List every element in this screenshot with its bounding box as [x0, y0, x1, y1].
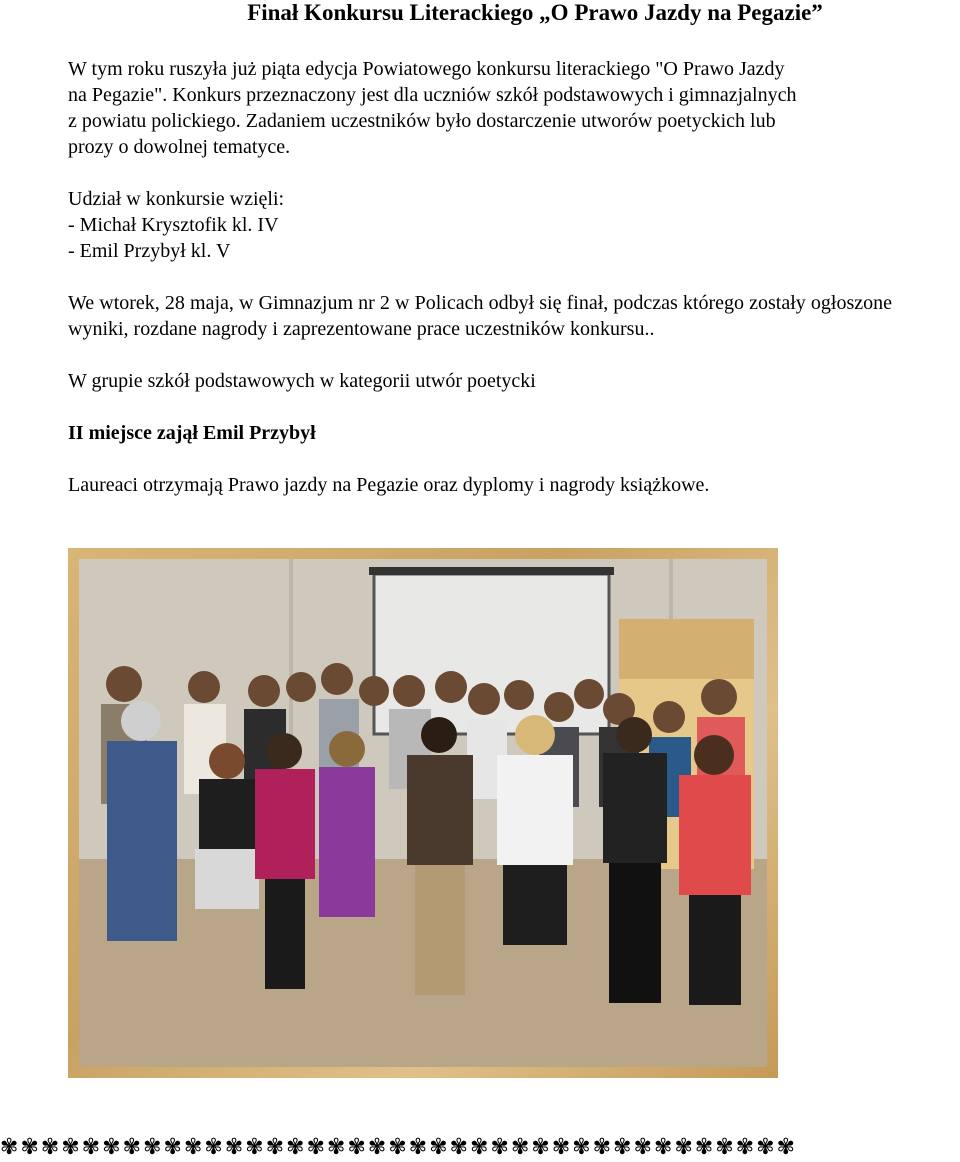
border-ornament-icon: ✾ [510, 1135, 532, 1160]
border-ornament-icon: ✾ [429, 1135, 450, 1160]
person-head [121, 701, 161, 741]
border-ornament-icon: ✾ [265, 1135, 287, 1160]
border-ornament-icon: ✾ [163, 1135, 184, 1160]
spacer [68, 446, 892, 472]
person-legs [609, 863, 661, 1003]
border-ornament-icon: ✾ [531, 1135, 552, 1160]
border-ornament-icon: ✾ [61, 1135, 82, 1160]
border-ornament-icon: ✾ [143, 1135, 164, 1160]
person-head [701, 679, 737, 715]
person-skirt [503, 865, 567, 945]
person-body [497, 755, 573, 865]
border-ornament-icon: ✾ [470, 1135, 491, 1160]
category-line: W grupie szkół podstawowych w kategorii utwór poetycki [68, 370, 536, 392]
border-ornament-icon: ✾ [449, 1135, 471, 1160]
participant-item: - Emil Przybył kl. V [68, 240, 231, 262]
border-ornament-icon: ✾ [592, 1135, 614, 1160]
border-ornament-icon: ✾ [102, 1135, 123, 1160]
intro-line: na Pegazie". Konkurs przeznaczony jest dla uczniów szkół podstawowych i gimnazjalnych [68, 84, 797, 106]
person-legs [689, 895, 741, 1005]
person-head [329, 731, 365, 767]
spacer [68, 264, 892, 290]
border-ornament-icon: ✾ [40, 1135, 62, 1160]
final-line: konkursu.. [570, 318, 655, 340]
person-head [694, 735, 734, 775]
border-ornament-icon: ✾ [633, 1135, 654, 1160]
spacer [68, 342, 892, 368]
person-body [679, 775, 751, 895]
border-ornament-icon: ✾ [572, 1135, 593, 1160]
person-head [421, 717, 457, 753]
person-head [544, 692, 574, 722]
participants-heading: Udział w konkursie wzięli: [68, 188, 285, 210]
person-head [266, 733, 302, 769]
intro-line: prozy o dowolnej tematyce. [68, 136, 291, 158]
person-body [255, 769, 315, 879]
border-ornament-icon: ✾ [613, 1135, 634, 1160]
final-line: We wtorek, 28 maja, w Gimnazjum nr 2 w Policach odbył się finał, podczas którego [68, 292, 745, 314]
person-head [435, 671, 467, 703]
border-ornament-icon: ✾ [204, 1135, 225, 1160]
person-skirt [195, 849, 259, 909]
person-head [321, 663, 353, 695]
person-body [199, 779, 255, 849]
border-ornament-icon: ✾ [490, 1135, 511, 1160]
group-photo [79, 559, 767, 1067]
final-paragraph [68, 290, 892, 342]
border-ornament-icon: ✾ [286, 1135, 307, 1160]
final-line: zostały ogłoszone wyniki, rozdane nagrody i zaprezentowane prace uczestników [68, 292, 893, 340]
border-ornament-icon: ✾ [81, 1135, 103, 1160]
banner-shade [619, 619, 754, 679]
border-ornament-icon: ✾ [224, 1135, 246, 1160]
intro-line: W tym roku ruszyła już piąta edycja Powiatowego konkursu literackiego "O Prawo Jazdy [68, 58, 785, 80]
spacer [68, 160, 892, 186]
border-ornament-icon: ✾ [183, 1135, 205, 1160]
laureates-line: Laureaci otrzymają Prawo jazdy na Pegazie oraz dyplomy i nagrody książkowe. [68, 474, 710, 496]
border-ornament-icon: ✾ [306, 1135, 327, 1160]
person-body [407, 755, 473, 865]
person-head [106, 666, 142, 702]
participant-item: - Michał Krysztofik kl. IV [68, 214, 279, 236]
person-head [393, 675, 425, 707]
person-head [209, 743, 245, 779]
border-ornament-icon: ✾ [0, 1135, 21, 1160]
person-head [653, 701, 685, 733]
person-body [107, 741, 177, 941]
person-legs [265, 879, 305, 989]
border-ornament-icon: ✾ [756, 1135, 777, 1160]
person-head [286, 672, 316, 702]
border-ornament-icon: ✾ [408, 1135, 430, 1160]
border-ornament-icon: ✾ [694, 1135, 716, 1160]
page-title: Finał Konkursu Literackiego „O Prawo Jazdy na Pegazie” [247, 0, 823, 25]
person-head [616, 717, 652, 753]
person-head [574, 679, 604, 709]
border-ornament-icon: ✾ [347, 1135, 368, 1160]
article-body [68, 56, 892, 498]
border-ornament-icon: ✾ [122, 1135, 144, 1160]
decorative-border [0, 1134, 960, 1162]
border-ornament-icon: ✾ [20, 1135, 41, 1160]
person-head [468, 683, 500, 715]
person-legs [415, 865, 465, 995]
group-photo-frame [68, 548, 778, 1078]
border-ornament-icon: ✾ [735, 1135, 757, 1160]
person-head [504, 680, 534, 710]
person-head [248, 675, 280, 707]
border-ornament-icon: ✾ [715, 1135, 736, 1160]
person-head [515, 715, 555, 755]
border-ornament-icon: ✾ [327, 1135, 348, 1160]
intro-line: z powiatu polickiego. Zadaniem uczestników było dostarczenie utworów poetyckich lub [68, 110, 776, 132]
border-ornament-icon: ✾ [388, 1135, 409, 1160]
border-ornament-icon: ✾ [674, 1135, 695, 1160]
border-ornament-icon: ✾ [367, 1135, 389, 1160]
person-head [359, 676, 389, 706]
border-ornament-icon: ✾ [551, 1135, 573, 1160]
award-place: II miejsce zajął Emil Przybył [68, 422, 316, 444]
border-ornament-icon: ✾ [654, 1135, 675, 1160]
projector-screen-top [369, 567, 614, 575]
border-ornament-icon: ✾ [245, 1135, 266, 1160]
person-head [188, 671, 220, 703]
border-ornament-icon: ✾ [776, 1135, 798, 1160]
person-body [319, 767, 375, 917]
person-body [603, 753, 667, 863]
spacer [68, 394, 892, 420]
